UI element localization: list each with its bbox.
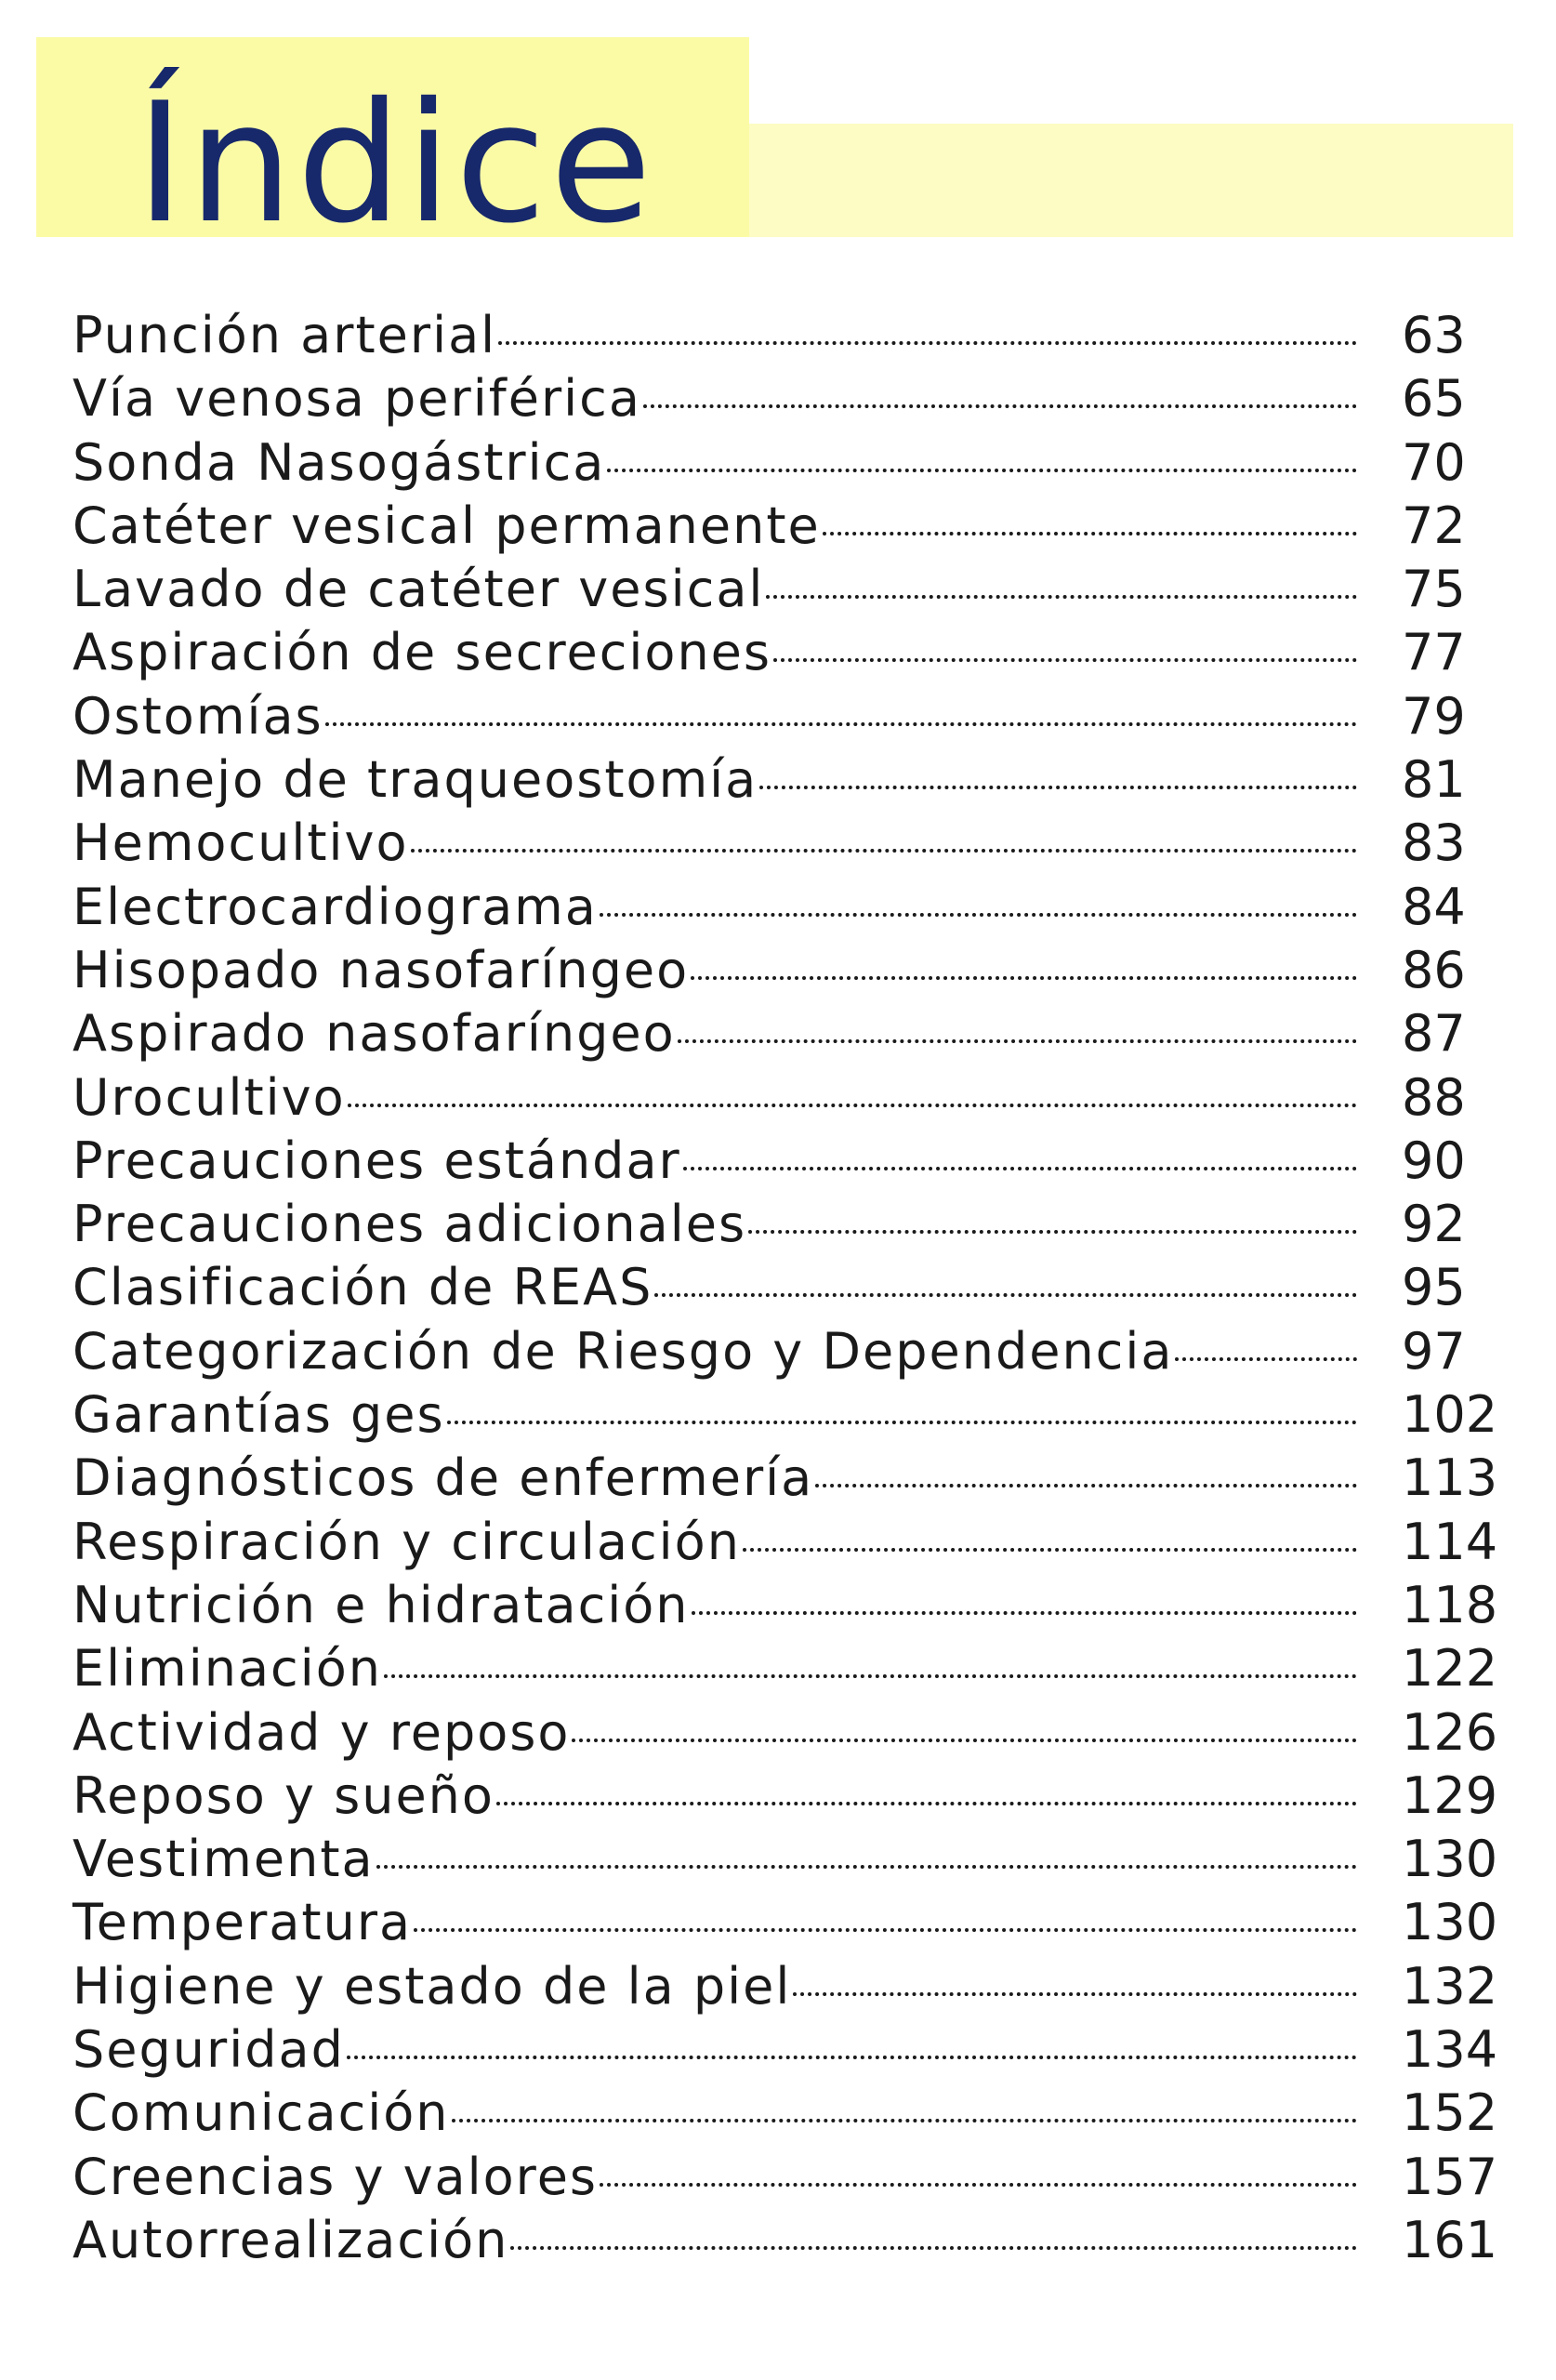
- toc-entry[interactable]: [73, 1955, 1498, 2018]
- toc-entry-page: 81: [1402, 750, 1466, 810]
- toc-entry-page: 130: [1402, 1893, 1498, 1952]
- toc-entry-label: Aspirado nasofaríngeo: [73, 1004, 676, 1064]
- toc-leader-dots: [452, 2119, 1357, 2122]
- toc-entry[interactable]: [73, 1383, 1498, 1447]
- toc-leader-dots: [600, 913, 1357, 917]
- toc-entry-page: 87: [1402, 1004, 1466, 1064]
- toc-entry[interactable]: [73, 2082, 1498, 2145]
- toc-leader-dots: [572, 1739, 1357, 1742]
- toc-leader-dots: [643, 404, 1357, 408]
- toc-entry-label: Manejo de traqueostomía: [73, 750, 758, 810]
- toc-entry[interactable]: [73, 1320, 1485, 1383]
- toc-entry-label: Ostomías: [73, 686, 323, 746]
- toc-entry-label: Seguridad: [73, 2020, 345, 2080]
- toc-leader-dots: [607, 469, 1357, 472]
- toc-entry-page: 90: [1402, 1130, 1466, 1190]
- toc-leader-dots: [743, 1548, 1357, 1552]
- toc-entry[interactable]: [73, 1637, 1498, 1700]
- toc-leader-dots: [691, 976, 1357, 980]
- toc-entry[interactable]: [73, 939, 1485, 1002]
- table-of-contents: [73, 304, 1498, 2272]
- toc-entry-page: 70: [1402, 432, 1466, 492]
- toc-entry[interactable]: [73, 1511, 1498, 1574]
- toc-entry[interactable]: [73, 2209, 1498, 2272]
- toc-entry[interactable]: [73, 304, 1485, 367]
- toc-leader-dots: [384, 1674, 1357, 1678]
- toc-entry-label: Eliminación: [73, 1639, 383, 1699]
- toc-leader-dots: [683, 1167, 1357, 1170]
- toc-entry[interactable]: [73, 1574, 1498, 1637]
- toc-entry-label: Vestimenta: [73, 1830, 375, 1889]
- toc-entry-page: 102: [1402, 1385, 1498, 1445]
- toc-leader-dots: [773, 658, 1357, 662]
- toc-entry-page: 79: [1402, 686, 1466, 746]
- toc-entry-label: Clasificación de REAS: [73, 1258, 653, 1317]
- toc-leader-dots: [766, 595, 1357, 599]
- toc-entry-page: 132: [1402, 1956, 1498, 2016]
- title-band: [749, 124, 1513, 237]
- toc-entry-label: Electrocardiograma: [73, 877, 598, 936]
- toc-entry-label: Precauciones estándar: [73, 1130, 681, 1190]
- toc-leader-dots: [325, 722, 1357, 726]
- toc-entry-page: 72: [1402, 496, 1466, 555]
- toc-entry-page: 130: [1402, 1830, 1498, 1889]
- toc-entry-label: Autorrealización: [73, 2210, 509, 2269]
- toc-entry-page: 157: [1402, 2147, 1498, 2206]
- toc-entry-label: Respiración y circulación: [73, 1512, 741, 1571]
- toc-entry-label: Catéter vesical permanente: [73, 496, 821, 555]
- toc-leader-dots: [496, 1802, 1357, 1805]
- toc-entry[interactable]: [73, 1447, 1498, 1510]
- toc-entry-page: 161: [1402, 2210, 1498, 2269]
- toc-entry-label: Actividad y reposo: [73, 1702, 571, 1762]
- toc-entry-label: Reposo y sueño: [73, 1765, 494, 1825]
- toc-entry-label: Garantías ges: [73, 1385, 445, 1445]
- toc-entry[interactable]: [73, 621, 1485, 684]
- toc-entry-page: 113: [1402, 1448, 1498, 1508]
- toc-entry-label: Aspiración de secreciones: [73, 623, 772, 682]
- toc-leader-dots: [600, 2183, 1357, 2187]
- toc-entry-label: Vía venosa periférica: [73, 369, 641, 429]
- toc-entry-label: Higiene y estado de la piel: [73, 1956, 792, 2016]
- toc-entry-page: 152: [1402, 2083, 1498, 2143]
- toc-entry[interactable]: [73, 1701, 1498, 1765]
- toc-entry[interactable]: [73, 367, 1485, 430]
- toc-leader-dots: [411, 849, 1357, 853]
- toc-entry[interactable]: [73, 812, 1485, 875]
- title-box: [36, 37, 749, 259]
- toc-entry-page: 77: [1402, 623, 1466, 682]
- toc-entry-page: 97: [1402, 1321, 1466, 1381]
- toc-leader-dots: [815, 1484, 1357, 1488]
- toc-entry[interactable]: [73, 495, 1485, 558]
- toc-leader-dots: [498, 341, 1357, 345]
- toc-leader-dots: [414, 1928, 1357, 1932]
- toc-entry[interactable]: [73, 1765, 1498, 1828]
- toc-entry-page: 118: [1402, 1575, 1498, 1634]
- toc-leader-dots: [1175, 1357, 1357, 1361]
- toc-entry[interactable]: [73, 558, 1485, 621]
- toc-entry[interactable]: [73, 431, 1485, 495]
- toc-leader-dots: [748, 1230, 1357, 1234]
- toc-entry-page: 134: [1402, 2020, 1498, 2080]
- toc-entry-page: 129: [1402, 1765, 1498, 1825]
- toc-entry[interactable]: [73, 2146, 1498, 2209]
- toc-entry[interactable]: [73, 1256, 1485, 1319]
- toc-entry-label: Comunicación: [73, 2083, 450, 2143]
- toc-entry-label: Urocultivo: [73, 1067, 346, 1127]
- toc-leader-dots: [348, 1104, 1357, 1107]
- toc-entry-page: 95: [1402, 1258, 1466, 1317]
- toc-entry-label: Hisopado nasofaríngeo: [73, 940, 690, 999]
- toc-entry-page: 122: [1402, 1639, 1498, 1699]
- toc-entry-page: 126: [1402, 1702, 1498, 1762]
- toc-leader-dots: [692, 1611, 1357, 1615]
- toc-entry[interactable]: [73, 2018, 1498, 2082]
- toc-leader-dots: [347, 2056, 1357, 2059]
- toc-entry-page: 88: [1402, 1067, 1466, 1127]
- toc-leader-dots: [376, 1865, 1357, 1869]
- toc-entry[interactable]: [73, 1002, 1485, 1065]
- toc-entry-label: Precauciones adicionales: [73, 1195, 747, 1254]
- toc-leader-dots: [654, 1293, 1357, 1297]
- toc-leader-dots: [678, 1039, 1357, 1043]
- toc-leader-dots: [510, 2246, 1357, 2250]
- toc-entry-label: Sonda Nasogástrica: [73, 432, 606, 492]
- toc-entry-page: 92: [1402, 1195, 1466, 1254]
- toc-entry[interactable]: [73, 1828, 1498, 1891]
- toc-entry-page: 65: [1402, 369, 1466, 429]
- toc-entry[interactable]: [73, 748, 1485, 812]
- page-title: Índice: [136, 67, 656, 259]
- toc-entry-label: Nutrición e hidratación: [73, 1575, 690, 1634]
- toc-entry-label: Punción arterial: [73, 306, 497, 364]
- toc-entry-label: Hemocultivo: [73, 813, 409, 873]
- toc-leader-dots: [823, 532, 1357, 536]
- toc-entry-label: Diagnósticos de enfermería: [73, 1448, 814, 1508]
- toc-entry[interactable]: [73, 1891, 1498, 1954]
- toc-entry[interactable]: [73, 876, 1485, 939]
- toc-entry-page: 86: [1402, 940, 1466, 999]
- toc-entry[interactable]: [73, 1130, 1485, 1193]
- toc-entry[interactable]: [73, 1066, 1485, 1130]
- toc-entry-page: 63: [1402, 306, 1466, 364]
- toc-leader-dots: [447, 1421, 1357, 1424]
- toc-entry-page: 83: [1402, 813, 1466, 873]
- toc-entry-label: Temperatura: [73, 1893, 413, 1952]
- toc-entry-page: 75: [1402, 560, 1466, 619]
- toc-entry[interactable]: [73, 1193, 1485, 1256]
- toc-leader-dots: [793, 1992, 1357, 1996]
- toc-entry-label: Categorización de Riesgo y Dependencia: [73, 1321, 1174, 1381]
- toc-entry-label: Creencias y valores: [73, 2147, 599, 2206]
- toc-entry-label: Lavado de catéter vesical: [73, 560, 765, 619]
- toc-entry[interactable]: [73, 685, 1485, 748]
- toc-entry-page: 114: [1402, 1512, 1498, 1571]
- toc-leader-dots: [759, 786, 1357, 789]
- toc-entry-page: 84: [1402, 877, 1466, 936]
